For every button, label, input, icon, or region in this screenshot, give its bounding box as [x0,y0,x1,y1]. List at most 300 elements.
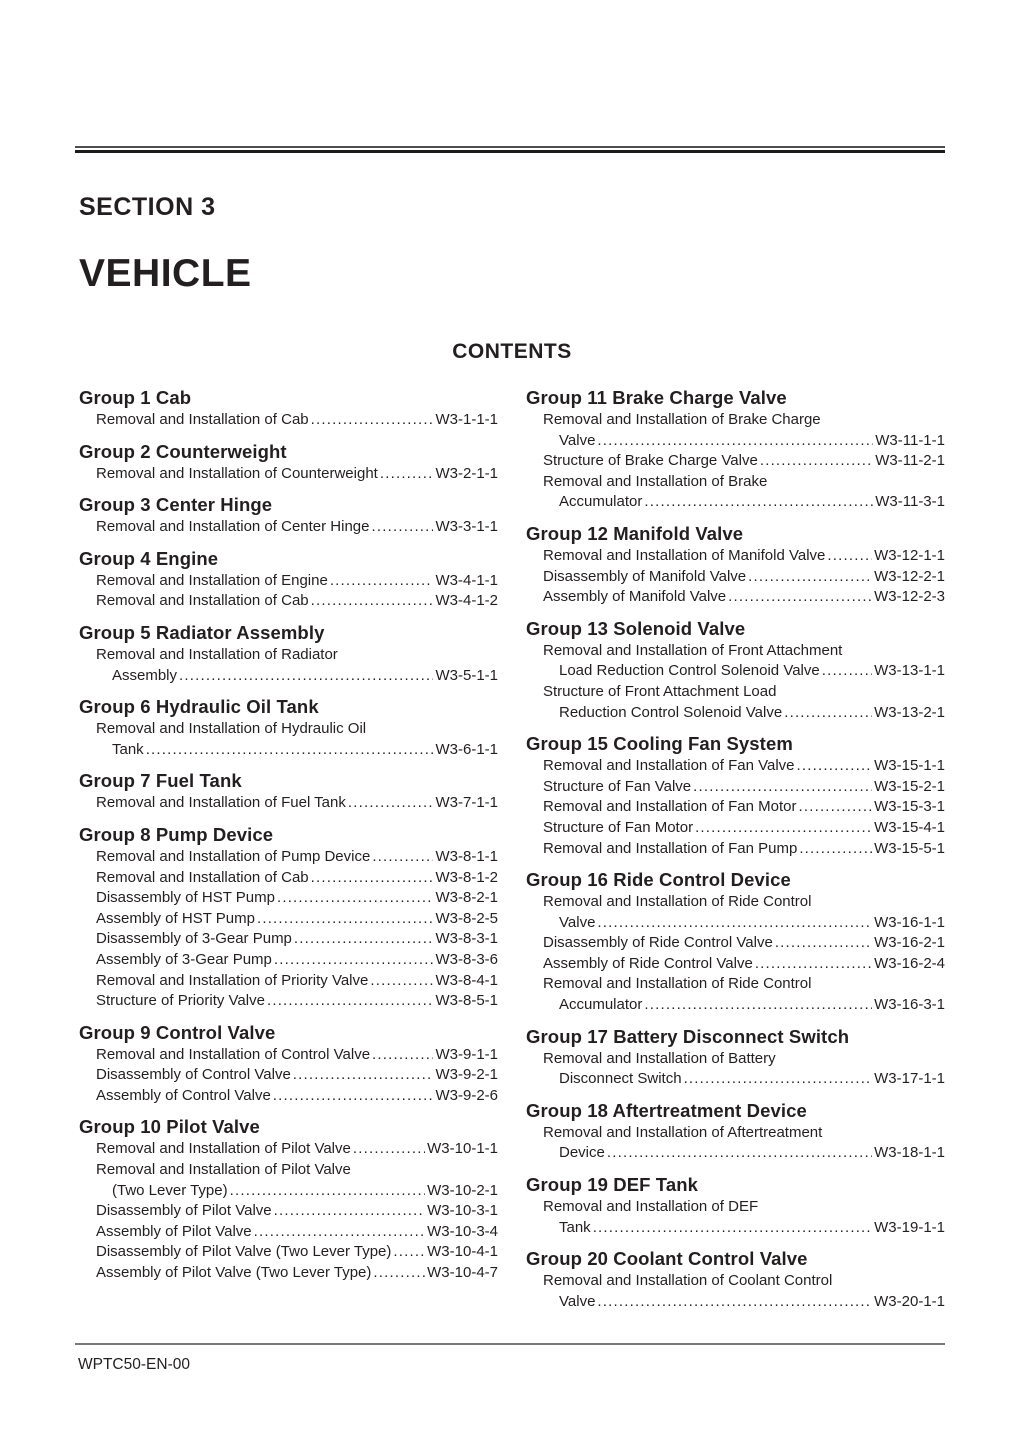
dot-leader [393,1242,425,1263]
toc-entry-text: Removal and Installation of Center Hinge [96,518,370,536]
dot-leader [294,929,434,950]
toc-entry-page-ref: W3-16-3-1 [874,996,945,1014]
toc-entry-page-ref: W3-10-4-1 [427,1243,498,1261]
toc-entry-line [79,991,498,1012]
toc-entry-page-ref: W3-8-1-1 [435,847,498,865]
toc-entry-line [526,995,945,1016]
dot-leader [179,666,433,687]
dot-leader [798,797,872,818]
toc-entry-text: Removal and Installation of Front Attachment [543,641,843,659]
toc-entry [79,888,498,909]
toc-entry [526,1271,945,1312]
toc-entry-text: Valve [559,913,596,931]
toc-entry-page-ref: W3-20-1-1 [874,1292,945,1310]
dot-leader [372,517,434,538]
toc-entry [79,1222,498,1243]
footer-rule [75,1343,945,1345]
toc-entry-line [526,661,945,682]
toc-entry [79,991,498,1012]
toc-group-title: Group 9 Control Valve [79,1021,276,1043]
toc-entry-page-ref: W3-1-1-1 [435,411,498,428]
toc-entry-text: Assembly of Ride Control Valve [543,954,753,972]
toc-group [526,1025,945,1090]
toc-entry-text: Disassembly of Ride Control Valve [543,934,773,952]
toc-group [526,1099,945,1164]
toc-group [79,493,498,538]
toc-entry-page-ref: W3-3-1-1 [435,518,498,536]
toc-entry-page-ref: W3-10-1-1 [427,1140,498,1158]
toc-entry-page-ref: W3-8-1-2 [435,868,498,886]
toc-entry-line [79,847,498,868]
toc-entry-text: Removal and Installation of Control Valve [96,1045,371,1063]
toc-group-title: Group 5 Radiator Assembly [79,621,325,643]
toc-entry-line [79,719,498,740]
toc-entry [79,868,498,889]
toc-entry-text: Assembly of Pilot Valve (Two Lever Type) [96,1264,372,1282]
toc-entry [79,1086,498,1107]
toc-entry-line [79,1263,498,1284]
dot-leader [277,888,434,909]
dot-leader [684,1069,873,1090]
dot-leader [597,431,873,452]
toc-entry [79,645,498,686]
toc-entry-text: Assembly of HST Pump [96,909,255,927]
toc-group-title: Group 10 Pilot Valve [79,1116,260,1138]
dot-leader [693,777,872,798]
toc-entry-line [79,464,498,485]
toc-entry-line [79,1181,498,1202]
toc-group-title: Group 8 Pump Device [79,823,274,845]
toc-entry-text: Removal and Installation of Pilot Valve [96,1140,351,1158]
toc-entry-page-ref: W3-12-2-1 [874,567,945,585]
toc-entry-line [526,954,945,975]
toc-entry-line [526,587,945,608]
toc-entry [79,971,498,992]
toc-entry-line [526,451,945,472]
dot-leader [644,995,872,1016]
document-code: WPTC50-EN-00 [78,1356,190,1373]
toc-entry-page-ref: W3-17-1-1 [874,1070,945,1088]
toc-entry-line [79,971,498,992]
toc-entry-line [79,1065,498,1086]
toc-entry [526,818,945,839]
toc-entry-line [79,793,498,814]
toc-entry-line [79,1086,498,1107]
toc-entry-line [79,1201,498,1222]
toc-entry-line [526,492,945,513]
dot-leader [230,1181,426,1202]
dot-leader [274,950,434,971]
toc-entry-page-ref: W3-10-2-1 [427,1181,498,1199]
toc-entry-page-ref: W3-15-2-1 [874,777,945,795]
toc-group [79,1021,498,1107]
toc-entry [526,797,945,818]
toc-entry-text: Removal and Installation of Fuel Tank [96,794,346,812]
toc-entry-text: Tank [559,1218,591,1236]
toc-entry-text: Removal and Installation of Aftertreatment [543,1123,823,1141]
toc-group [526,868,945,1016]
toc-entry-page-ref: W3-10-3-4 [427,1222,498,1240]
toc-entry-line [526,546,945,567]
toc-entry-text: Removal and Installation of Cab [96,411,309,428]
toc-entry-page-ref: W3-15-5-1 [874,839,945,857]
toc-entry-text: Removal and Installation of Fan Pump [543,839,798,857]
toc-entry-line [526,777,945,798]
dot-leader [370,971,433,992]
toc-entry [79,793,498,814]
toc-group-title: Group 4 Engine [79,547,219,569]
toc-entry-line [526,1049,945,1070]
toc-group [79,695,498,760]
toc-group [526,522,945,608]
toc-entry [79,517,498,538]
toc-entry-line [526,933,945,954]
toc-group [79,769,498,814]
toc-entry-text: Structure of Fan Valve [543,777,692,795]
toc-group-title: Group 7 Fuel Tank [79,770,242,792]
toc-entry [526,472,945,513]
toc-entry-page-ref: W3-13-2-1 [874,703,945,721]
toc-entry-line [79,888,498,909]
dot-leader [597,1292,872,1313]
toc-entry-line [526,756,945,777]
toc-group [79,547,498,612]
toc-entry [79,1242,498,1263]
toc-entry-line [79,591,498,612]
toc-entry-text: Structure of Priority Valve [96,992,265,1010]
dot-leader [728,587,872,608]
toc-entry-page-ref: W3-8-3-6 [435,950,498,968]
dot-leader [373,1263,425,1284]
toc-entry-line [526,892,945,913]
toc-entry-page-ref: W3-6-1-1 [435,740,498,758]
toc-entry [79,929,498,950]
dot-leader [593,1218,872,1239]
toc-entry-page-ref: W3-16-2-1 [874,934,945,952]
dot-leader [372,1045,433,1066]
dot-leader [274,1201,426,1222]
toc-entry-text: Assembly of Manifold Valve [543,588,727,606]
toc-entry-text: Valve [559,1292,596,1310]
toc-entry-line [79,950,498,971]
toc-column-left [79,386,498,1284]
toc-entry-text: Assembly of Control Valve [96,1086,271,1104]
toc-group-title: Group 19 DEF Tank [526,1174,698,1196]
toc-entry-text: Assembly of Pilot Valve [96,1222,252,1240]
toc-entry [526,756,945,777]
toc-entry-text: Structure of Front Attachment Load [543,682,777,700]
toc-entry-text: Removal and Installation of Cab [96,592,309,610]
toc-entry-page-ref: W3-8-3-1 [435,930,498,948]
toc-entry-page-ref: W3-16-2-4 [874,954,945,972]
toc-entry-line [526,682,945,703]
toc-entry-page-ref: W3-15-4-1 [874,818,945,836]
toc-entry-line [79,410,498,431]
toc-entry-line [526,1218,945,1239]
toc-entry-page-ref: W3-9-2-1 [435,1066,498,1084]
dot-leader [644,492,873,513]
dot-leader [353,1139,425,1160]
toc-entry-text: Assembly [112,666,178,684]
top-double-rule [75,146,945,153]
toc-entry-page-ref: W3-11-1-1 [875,431,945,449]
toc-entry [79,591,498,612]
top-rule-thin [75,146,945,148]
toc-entry-line [526,567,945,588]
toc-group-title: Group 13 Solenoid Valve [526,617,746,639]
toc-entry-text: Disconnect Switch [559,1070,682,1088]
toc-entry-line [526,974,945,995]
toc-entry-page-ref: W3-13-1-1 [874,662,945,680]
page-content [0,195,1024,1312]
toc-entry-line [526,472,945,493]
toc-entry-line [526,913,945,934]
toc-entry-line [79,666,498,687]
toc-entry-line [526,1143,945,1164]
toc-entry-line [526,1197,945,1218]
toc-entry-text: Removal and Installation of Counterweight [96,464,378,482]
dot-leader [799,839,872,860]
dot-leader [797,756,873,777]
toc-entry-line [526,1292,945,1313]
toc-entry-line [526,431,945,452]
toc-group-title: Group 11 Brake Charge Valve [526,387,787,408]
contents-heading: CONTENTS [452,340,572,363]
dot-leader [348,793,434,814]
toc-entry [526,1123,945,1164]
toc-entry-line [526,641,945,662]
toc-entry-text: Removal and Installation of Fan Motor [543,798,797,816]
toc-entry-line [526,410,945,431]
dot-leader [146,740,434,761]
toc-entry [526,933,945,954]
toc-entry [526,682,945,723]
toc-entry-text: Removal and Installation of Ride Control [543,893,812,911]
toc-entry [79,719,498,760]
dot-leader [311,410,434,431]
toc-entry [526,954,945,975]
toc-entry-text: Removal and Installation of Engine [96,571,328,589]
toc-entry-page-ref: W3-9-2-6 [435,1086,498,1104]
toc-entry-text: Removal and Installation of Ride Control [543,975,812,993]
toc-entry-line [526,1123,945,1144]
toc-entry-line [79,909,498,930]
toc-entry-text: Removal and Installation of Radiator [96,645,338,663]
dot-leader [827,546,872,567]
toc-entry-page-ref: W3-19-1-1 [874,1218,945,1236]
toc-group [526,617,945,723]
toc-entry-page-ref: W3-10-3-1 [427,1202,498,1220]
dot-leader [775,933,872,954]
toc-entry-line [79,517,498,538]
toc-entry-text: Disassembly of Manifold Valve [543,567,747,585]
toc-group-title: Group 16 Ride Control Device [526,869,791,891]
toc-entry-page-ref: W3-4-1-1 [435,571,498,589]
toc-entry [79,847,498,868]
section-label: SECTION 3 [79,193,216,221]
toc-entry-text: Load Reduction Control Solenoid Valve [559,662,820,680]
toc-entry [79,410,498,431]
toc-entry [526,1197,945,1238]
toc-entry-line [79,740,498,761]
toc-entry-line [79,1045,498,1066]
toc-entry-page-ref: W3-10-4-7 [427,1264,498,1282]
toc-group-title: Group 3 Center Hinge [79,494,273,516]
toc-entry-text: Removal and Installation of Cab [96,868,309,886]
toc-entry-page-ref: W3-7-1-1 [435,794,498,812]
toc-entry-line [526,1069,945,1090]
toc-group-title: Group 15 Cooling Fan System [526,733,793,755]
toc-entry-page-ref: W3-18-1-1 [874,1144,945,1162]
toc-entry-page-ref: W3-11-2-1 [875,452,945,470]
toc-group [79,386,498,431]
toc-entry-page-ref: W3-5-1-1 [435,666,498,684]
toc-entry-page-ref: W3-16-1-1 [874,913,945,931]
toc-group [79,1115,498,1283]
toc-entry [526,587,945,608]
dot-leader [330,571,434,592]
toc-entry [526,641,945,682]
toc-entry-text: Valve [559,431,596,449]
dot-leader [254,1222,426,1243]
toc-entry [79,1160,498,1201]
toc-entry-text: Removal and Installation of Priority Valve [96,971,369,989]
toc-group [526,732,945,859]
toc-group [79,823,498,1012]
toc-entry [526,892,945,933]
toc-entry-page-ref: W3-9-1-1 [435,1045,498,1063]
toc-group-title: Group 18 Aftertreatment Device [526,1099,807,1121]
dot-leader [257,909,434,930]
toc-entry [79,1139,498,1160]
dot-leader [267,991,434,1012]
toc-entry-text: Removal and Installation of Hydraulic Oil [96,720,367,738]
toc-group-title: Group 2 Counterweight [79,440,287,462]
toc-group-title: Group 20 Coolant Control Valve [526,1248,808,1270]
toc-entry-text: Removal and Installation of Brake Charge [543,411,821,428]
toc-entry [79,571,498,592]
toc-entry [526,1049,945,1090]
toc-entry-page-ref: W3-2-1-1 [435,464,498,482]
dot-leader [755,954,872,975]
toc-entry-text: Disassembly of 3-Gear Pump [96,930,292,948]
dot-leader [784,703,872,724]
toc-entry-line [79,1242,498,1263]
toc-entry-page-ref: W3-11-3-1 [875,493,945,511]
dot-leader [760,451,873,472]
toc-entry-text: Disassembly of HST Pump [96,889,275,907]
toc-entry-line [526,703,945,724]
toc-entry-line [79,645,498,666]
toc-group [526,1247,945,1312]
toc-group-title: Group 6 Hydraulic Oil Tank [79,696,319,718]
toc-entry-line [79,929,498,950]
toc-entry [526,451,945,472]
toc-entry-text: Removal and Installation of Brake [543,472,768,490]
toc-entry [526,974,945,1015]
page-title: VEHICLE [79,252,252,295]
toc-entry-line [79,1160,498,1181]
toc-entry [526,546,945,567]
toc-entry-page-ref: W3-8-2-1 [435,889,498,907]
toc-entry-page-ref: W3-8-2-5 [435,909,498,927]
toc-entry [79,1201,498,1222]
toc-entry-page-ref: W3-8-5-1 [435,992,498,1010]
toc-entry [526,777,945,798]
toc-entry-text: Structure of Brake Charge Valve [543,452,758,470]
dot-leader [311,591,434,612]
dot-leader [597,913,872,934]
dot-leader [380,464,434,485]
toc-entry-line [526,1271,945,1292]
toc-entry-text: Removal and Installation of Manifold Valve [543,546,826,564]
toc-entry-text: Assembly of 3-Gear Pump [96,950,272,968]
toc-entry [526,839,945,860]
toc-entry-text: Tank [112,740,144,758]
toc-entry [79,1065,498,1086]
toc-entry [79,1263,498,1284]
toc-group [79,440,498,485]
toc-entry-text: Removal and Installation of Coolant Control [543,1272,833,1290]
toc-entry-line [79,1139,498,1160]
toc-entry-text: Accumulator [559,996,643,1014]
dot-leader [311,868,434,889]
toc-group [526,386,945,513]
toc-entry-text: Removal and Installation of Pilot Valve [96,1161,351,1179]
toc-entry-text: (Two Lever Type) [112,1181,228,1199]
toc-group [526,1173,945,1238]
toc-entry [526,567,945,588]
toc-entry-text: Removal and Installation of Battery [543,1049,776,1067]
dot-leader [695,818,872,839]
toc-group [79,621,498,686]
toc-entry-page-ref: W3-8-4-1 [435,971,498,989]
toc-entry-text: Removal and Installation of Fan Valve [543,757,795,775]
toc-entry-page-ref: W3-4-1-2 [435,592,498,610]
toc [79,386,945,1312]
toc-entry [79,909,498,930]
toc-entry-text: Removal and Installation of DEF [543,1198,759,1216]
toc-entry-page-ref: W3-15-3-1 [874,798,945,816]
toc-entry [526,410,945,451]
dot-leader [748,567,872,588]
toc-entry-line [79,1222,498,1243]
dot-leader [273,1086,434,1107]
toc-entry-page-ref: W3-12-1-1 [874,546,945,564]
toc-entry-line [79,868,498,889]
toc-group-title: Group 1 Cab [79,387,192,408]
toc-entry [79,1045,498,1066]
dot-leader [822,661,872,682]
toc-group-title: Group 17 Battery Disconnect Switch [526,1025,850,1047]
toc-entry [79,464,498,485]
toc-entry-line [79,571,498,592]
toc-entry-text: Device [559,1144,605,1162]
toc-entry-line [526,797,945,818]
top-rule-thick [75,150,945,153]
toc-entry-line [526,839,945,860]
toc-entry-page-ref: W3-12-2-3 [874,588,945,606]
toc-entry [79,950,498,971]
toc-entry-line [526,818,945,839]
dot-leader [372,847,433,868]
toc-entry-text: Disassembly of Pilot Valve [96,1202,272,1220]
toc-entry-text: Disassembly of Pilot Valve (Two Lever Type) [96,1243,392,1261]
toc-column-right [526,386,945,1312]
toc-entry-text: Disassembly of Control Valve [96,1066,291,1084]
toc-entry-text: Structure of Fan Motor [543,818,694,836]
toc-group-title: Group 12 Manifold Valve [526,522,744,544]
